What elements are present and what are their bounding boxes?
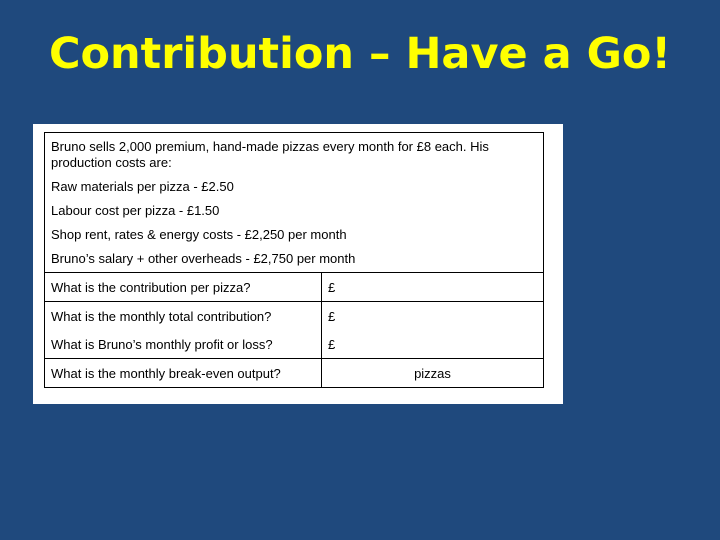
intro-cell: [45, 133, 544, 273]
question-label: What is the monthly total contribution?: [45, 302, 322, 331]
answer-field: £: [322, 330, 544, 359]
question-row: [45, 359, 544, 388]
intro-labour: Labour cost per pizza - £1.50: [51, 203, 220, 218]
answer-field: £: [322, 302, 544, 331]
question-label: What is the contribution per pizza?: [45, 273, 322, 302]
question-row: [45, 302, 544, 331]
question-label: What is the monthly break-even output?: [45, 359, 322, 388]
intro-raw-materials: Raw materials per pizza - £2.50: [51, 179, 234, 194]
question-row: [45, 330, 544, 359]
worksheet-table: [44, 132, 544, 388]
intro-row: [45, 133, 544, 273]
slide-title: Contribution – Have a Go!: [48, 29, 672, 79]
worksheet: [33, 124, 563, 404]
intro-text: Bruno sells 2,000 premium, hand-made pizzas every month for £8 each. His production costs are:: [51, 139, 489, 170]
question-label: What is Bruno’s monthly profit or loss?: [45, 330, 322, 359]
intro-shop-costs: Shop rent, rates & energy costs - £2,250 per month: [51, 227, 347, 242]
answer-field: £: [322, 273, 544, 302]
question-row: [45, 273, 544, 302]
answer-field: pizzas: [322, 359, 544, 388]
intro-salary: Bruno’s salary + other overheads - £2,750 per month: [51, 251, 356, 266]
